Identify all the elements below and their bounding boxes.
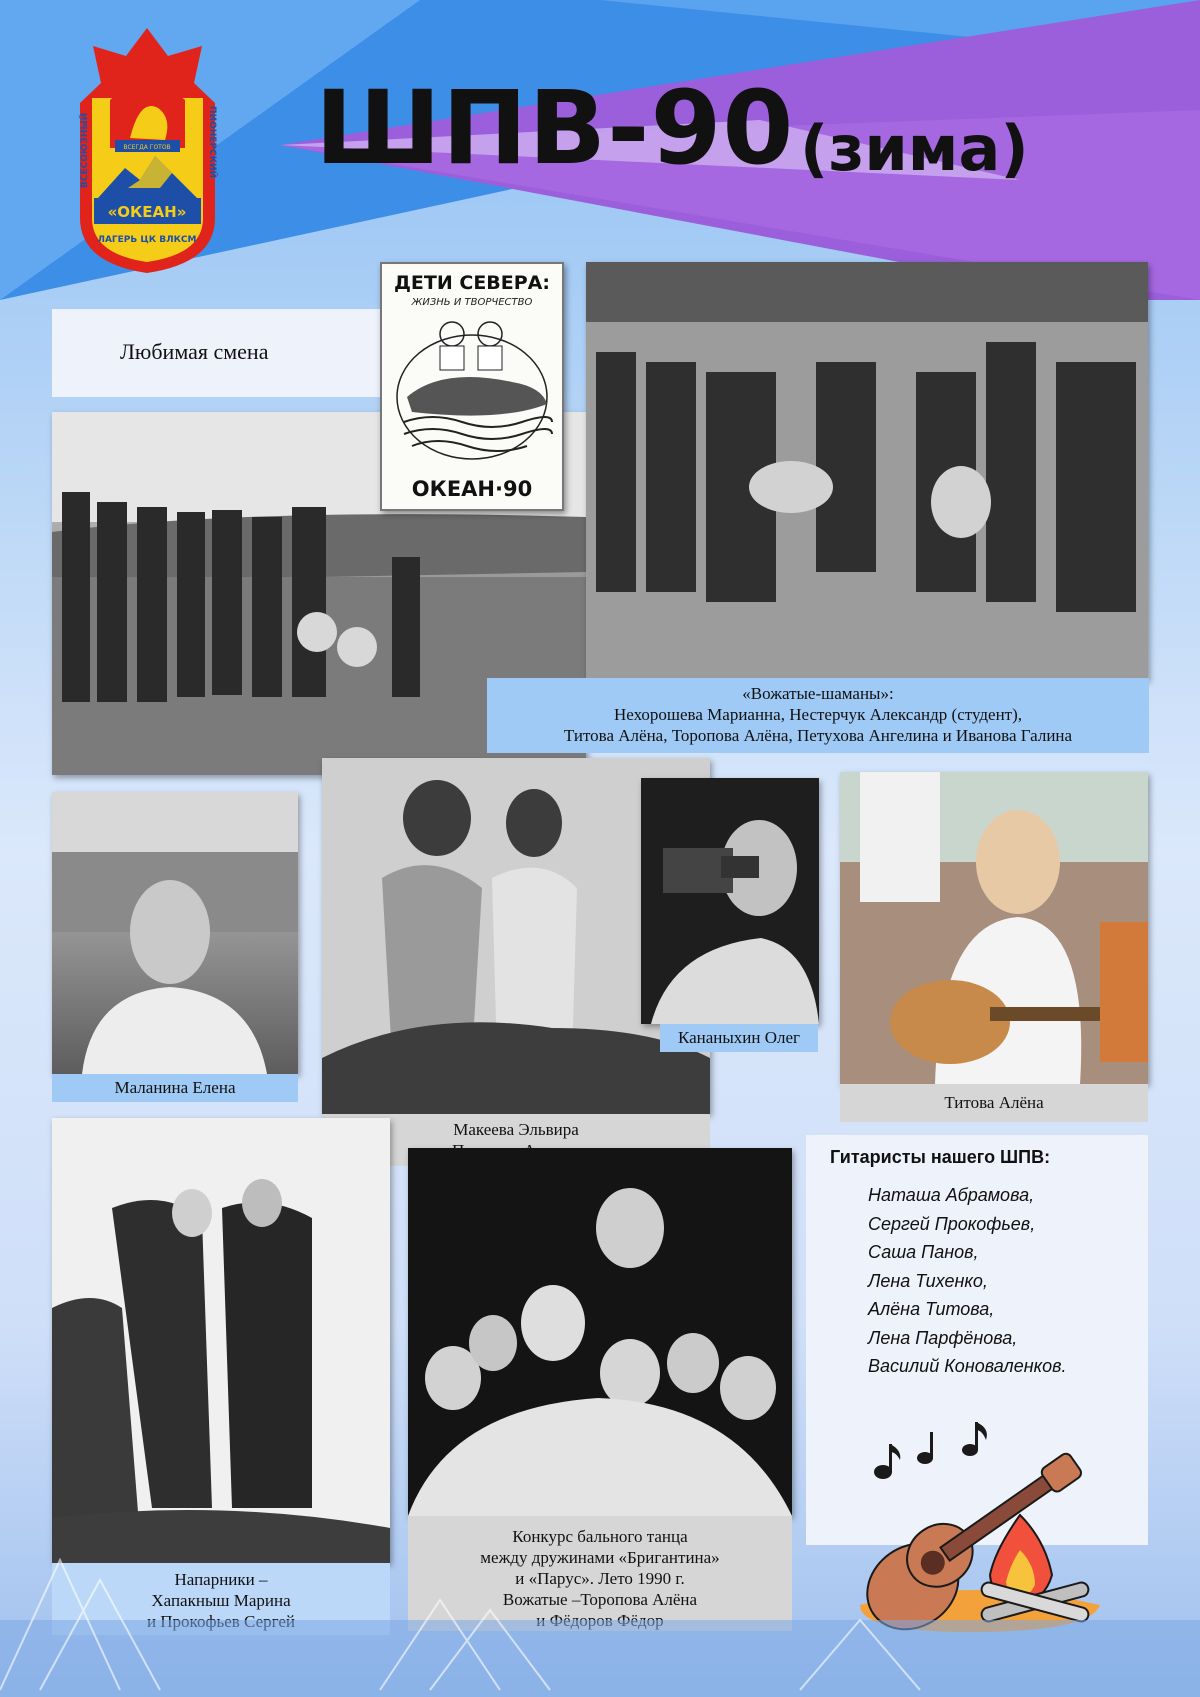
guitarist-name: Лена Тихенко, <box>868 1270 988 1291</box>
svg-text:«ОКЕАН»: «ОКЕАН» <box>107 203 187 221</box>
guitarist-name: Наташа Абрамова, <box>868 1185 1035 1205</box>
dance-scene <box>586 262 1148 680</box>
whale-children-drawing <box>382 312 562 462</box>
guitarists-list <box>868 1181 1067 1381</box>
guitarist-name: Лена Парфёнова, <box>868 1327 1018 1348</box>
svg-text:ЛАГЕРЬ ЦК ВЛКСМ: ЛАГЕРЬ ЦК ВЛКСМ <box>97 235 197 245</box>
partners-on-rocks <box>52 1118 390 1563</box>
shamans-caption <box>487 678 1149 753</box>
svg-text:ВСЕГДА ГОТОВ: ВСЕГДА ГОТОВ <box>123 144 171 151</box>
dance-caption-line2: между дружинами «Бригантина» <box>480 1548 720 1567</box>
girl-with-guitar <box>840 772 1148 1084</box>
poster-subtitle: ЖИЗНЬ И ТВОРЧЕСТВО <box>411 297 533 308</box>
titova-caption: Титова Алёна <box>840 1084 1148 1122</box>
svg-text:ВСЕСОЮЗНЫЙ: ВСЕСОЮЗНЫЙ <box>80 112 90 188</box>
dance-caption-line3: и «Парус». Лето 1990 г. <box>515 1569 685 1588</box>
favorite-shift-panel <box>52 309 382 397</box>
shamans-caption-names-2: Титова Алёна, Торопова Алёна, Петухова Ангелина и Иванова Галина <box>563 726 1073 745</box>
deti-severa-poster <box>380 262 564 511</box>
bottom-building-decoration <box>0 1540 1200 1697</box>
guitarist-name: Саша Панов, <box>868 1242 979 1262</box>
music-notes-icon <box>874 1422 987 1479</box>
favorite-shift-label: Любимая смена <box>120 339 269 364</box>
dance-contest-photo <box>408 1148 792 1516</box>
dance-caption-line1: Конкурс бального танца <box>512 1527 688 1546</box>
page-title: ШПВ-90 <box>315 69 795 188</box>
shamans-dance-photo <box>586 262 1148 680</box>
okean-camp-logo <box>80 28 215 273</box>
kananykhin-photo <box>641 778 819 1024</box>
portrait-silhouette <box>52 792 298 1074</box>
guitarist-name: Сергей Прокофьев, <box>868 1213 1036 1234</box>
malanina-caption: Маланина Елена <box>52 1074 298 1102</box>
partners-caption-line2: Хапакныш Марина <box>151 1591 291 1610</box>
kananykhin-caption: Кананыхин Олег <box>660 1024 818 1052</box>
titova-photo <box>840 772 1148 1084</box>
poster-bottom-text: ОКЕАН·90 <box>411 477 533 501</box>
poster-title: ДЕТИ СЕВЕРА: <box>394 272 550 294</box>
guitarist-name: Василий Коноваленков. <box>868 1356 1067 1376</box>
malanina-photo <box>52 792 298 1074</box>
shamans-caption-names-1: Нехорошева Марианна, Нестерчук Александр (студент), <box>613 705 1023 724</box>
dance-caption-line4: Вожатые –Торопова Алёна <box>502 1590 698 1609</box>
cameraman-silhouette <box>641 778 819 1024</box>
children-group <box>408 1148 792 1516</box>
guitarists-title: Гитаристы нашего ШПВ: <box>830 1147 1051 1167</box>
partners-photo <box>52 1118 390 1563</box>
makeeva-caption-line1: Макеева Эльвира <box>453 1120 579 1139</box>
svg-text:ПИОНЕРСКИЙ: ПИОНЕРСКИЙ <box>207 106 217 179</box>
partners-caption-line1: Напарники – <box>174 1570 268 1589</box>
page-subtitle: (зима) <box>800 112 1029 185</box>
shamans-caption-title: «Вожатые-шаманы»: <box>742 684 894 703</box>
guitarist-name: Алёна Титова, <box>868 1299 995 1319</box>
